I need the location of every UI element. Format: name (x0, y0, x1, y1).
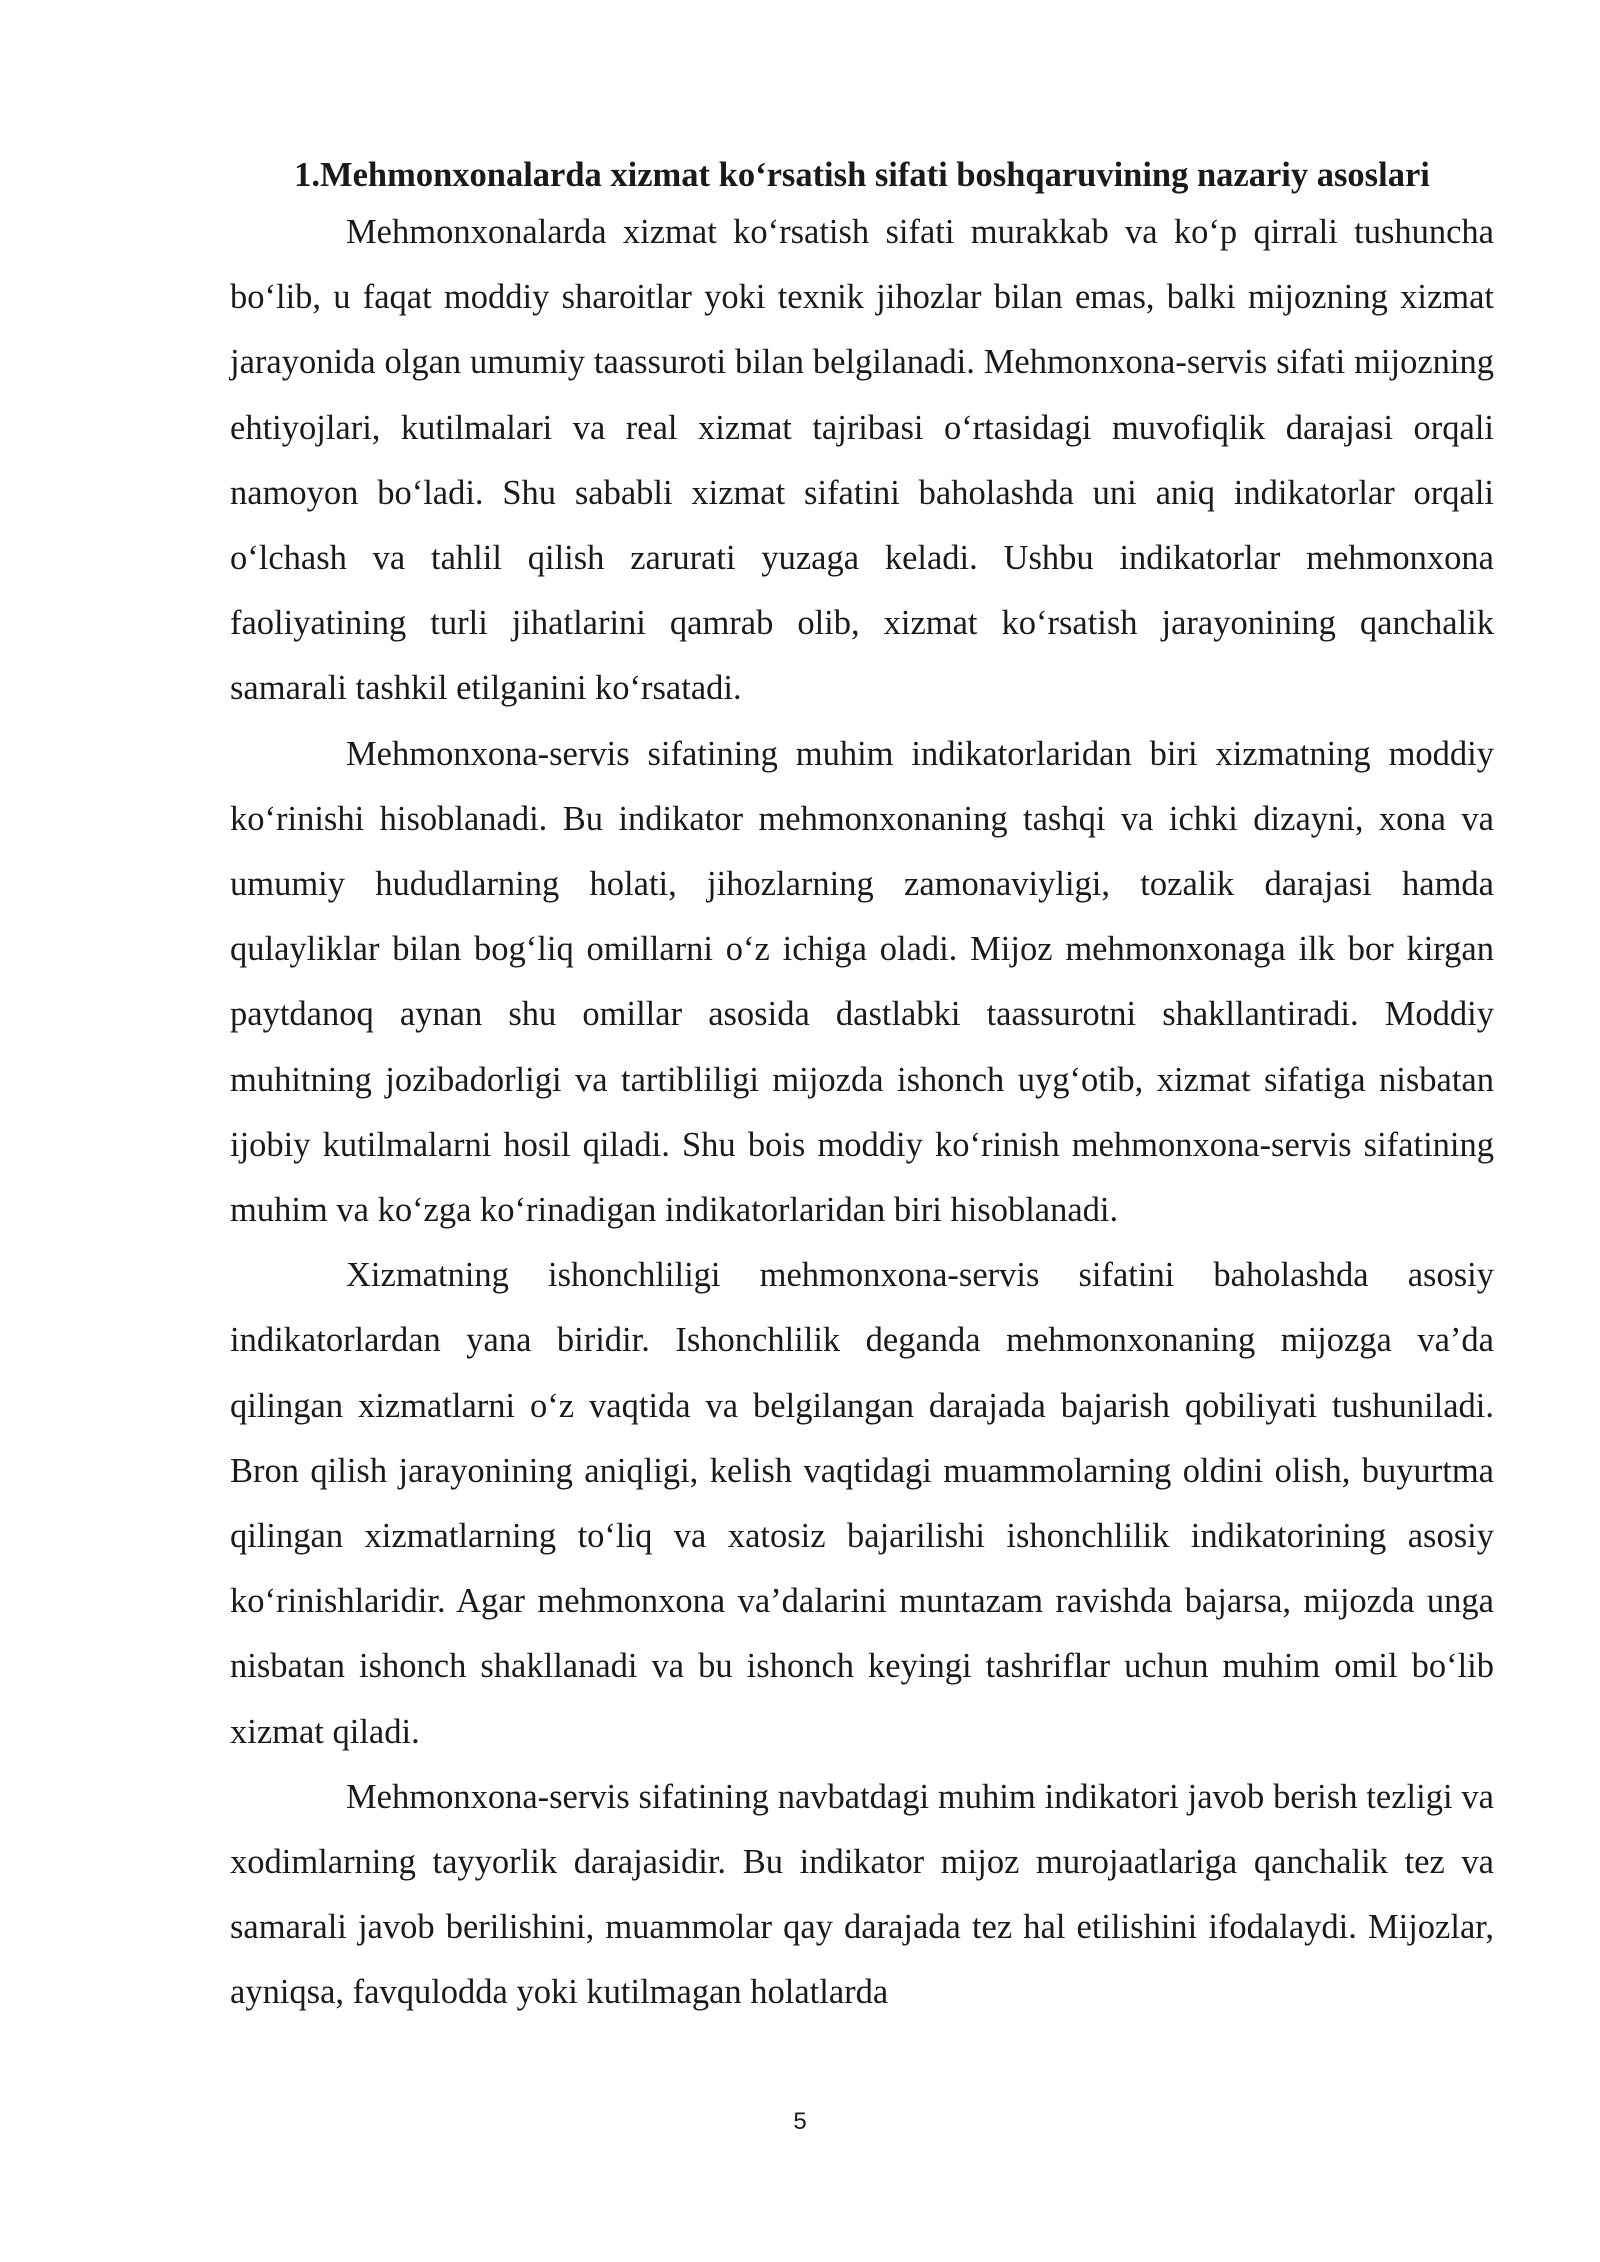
page-number: 5 (793, 2108, 807, 2135)
paragraph-2: Mehmonxona-servis sifatining muhim indikatorlaridan biri xizmatning moddiy ko‘rinishi hisoblanadi. Bu indikator mehmonxonaning tashqi va ichki dizayni, xona va umumiy hududlarning holati, jihozlarning zamonaviyligi, tozalik darajasi hamda qulayliklar bilan bog‘liq omillarni o‘z ichiga oladi. Mijoz mehmonxonaga ilk bor kirgan paytdanoq aynan shu omillar asosida dastlabki taassurotni shakllantiradi. Moddiy muhitning jozibadorligi va tartibliligi mijozda ishonch uyg‘otib, xizmat sifatiga nisbatan ijobiy kutilmalarni hosil qiladi. Shu bois moddiy ko‘rinish mehmonxona-servis sifatining muhim va ko‘zga ko‘rinadigan indikatorlaridan biri hisoblanadi. (230, 734, 1494, 1230)
paragraph-4: Mehmonxona-servis sifatining navbatdagi muhim indikatori javob berish tezligi va xodimlarning tayyorlik darajasidir. Bu indikator mijoz murojaatlariga qanchalik tez va samarali javob berilishini, muammolar qay darajada tez hal etilishini ifodalaydi. Mijozlar, ayniqsa, favqulodda yoki kutilmagan holatlarda (230, 1777, 1494, 2012)
page-content (230, 150, 1494, 2026)
paragraph-3: Xizmatning ishonchliligi mehmonxona-servis sifatini baholashda asosiy indikatorlardan yana biridir. Ishonchlilik deganda mehmonxonaning mijozga va’da qilingan xizmatlarni o‘z vaqtida va belgilangan darajada bajarish qobiliyati tushuniladi. Bron qilish jarayonining aniqligi, kelish vaqtidagi muammolarning oldini olish, buyurtma qilingan xizmatlarning to‘liq va xatosiz bajarilishi ishonchlilik indikatorining asosiy ko‘rinishlaridir. Agar mehmonxona va’dalarini muntazam ravishda bajarsa, mijozda unga nisbatan ishonch shakllanadi va bu ishonch keyingi tashriflar uchun muhim omil bo‘lib xizmat qiladi. (230, 1256, 1494, 1751)
paragraph-1: Mehmonxonalarda xizmat ko‘rsatish sifati murakkab va ko‘p qirrali tushuncha bo‘lib, u faqat moddiy sharoitlar yoki texnik jihozlar bilan emas, balki mijozning xizmat jarayonida olgan umumiy taassuroti bilan belgilanadi. Mehmonxona-servis sifati mijozning ehtiyojlari, kutilmalari va real xizmat tajribasi o‘rtasidagi muvofiqlik darajasi orqali namoyon bo‘ladi. Shu sababli xizmat sifatini baholashda uni aniq indikatorlar orqali o‘lchash va tahlil qilish zarurati yuzaga keladi. Ushbu indikatorlar mehmonxona faoliyatining turli jihatlarini qamrab olib, xizmat ko‘rsatish jarayonining qanchalik samarali tashkil etilganini ko‘rsatadi. (230, 213, 1494, 708)
section-heading: 1.Mehmonxonalarda xizmat ko‘rsatish sifati boshqaruvining nazariy asoslari (294, 156, 1430, 194)
